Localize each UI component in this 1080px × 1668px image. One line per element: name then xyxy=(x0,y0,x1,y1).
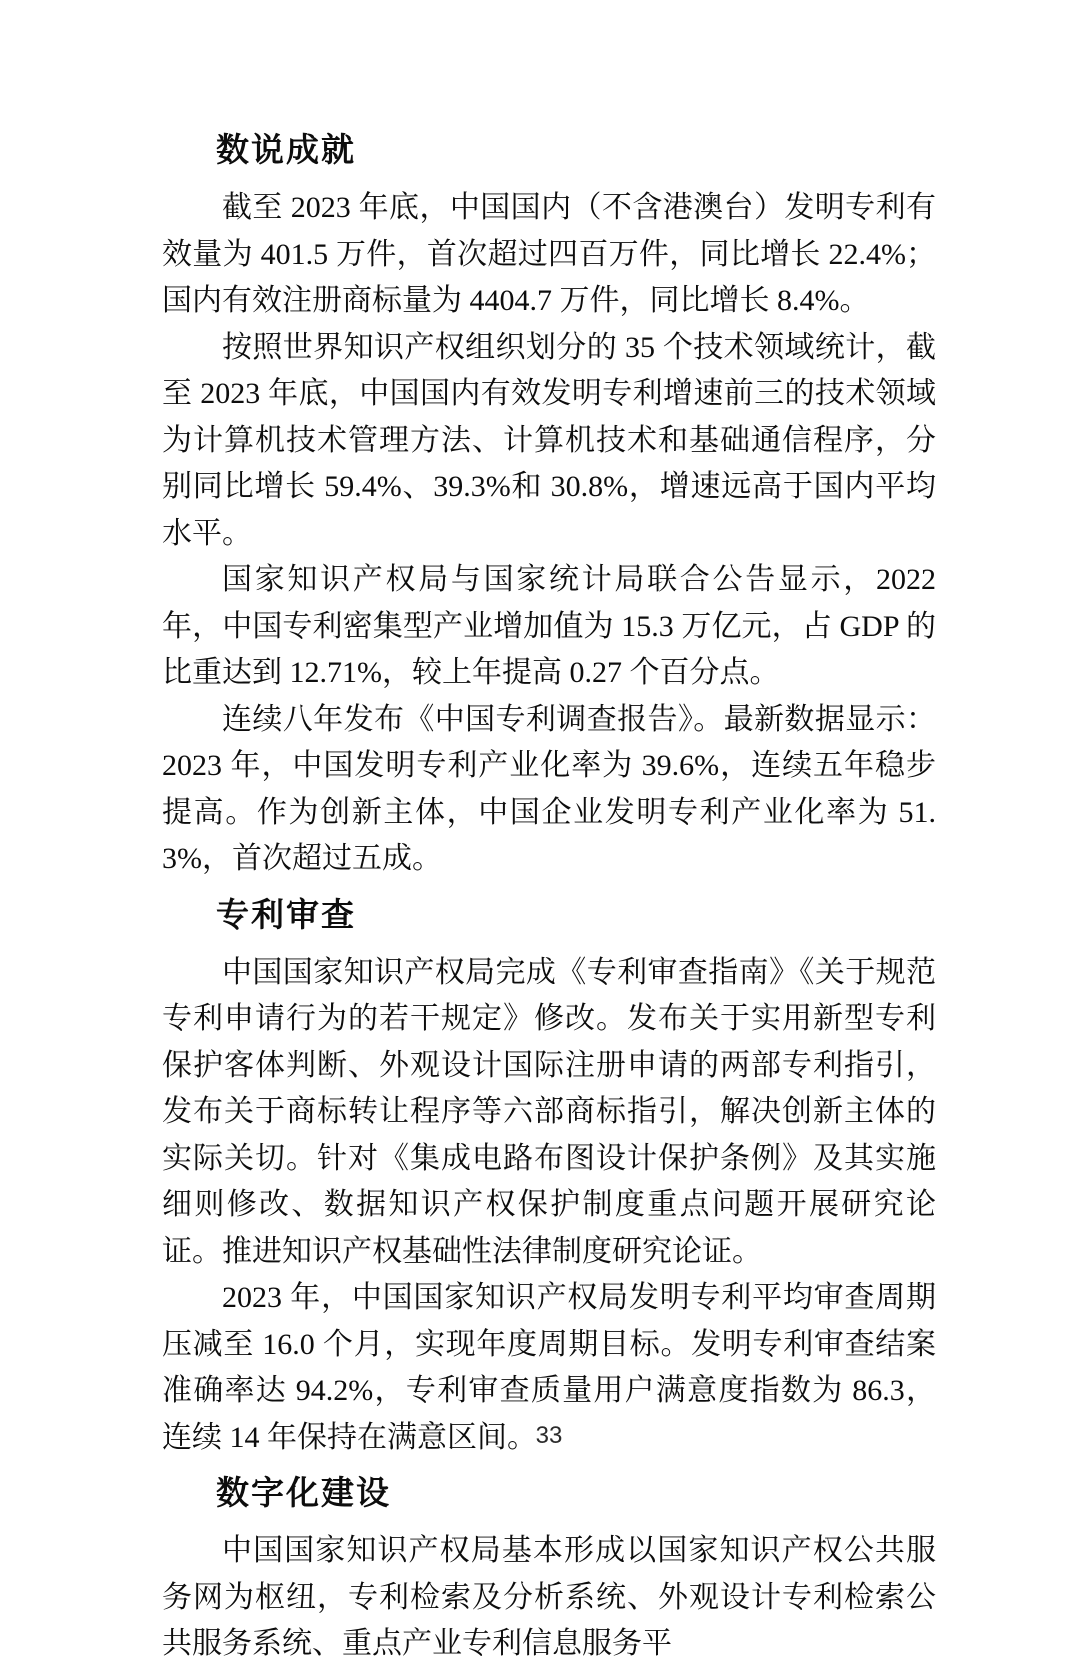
paragraph: 中国国家知识产权局基本形成以国家知识产权公共服务网为枢纽，专利检索及分析系统、外观设计专利检索公共服务系统、重点产业专利信息服务平 xyxy=(162,1534,936,1660)
section-heading-achievements-in-numbers: 数说成就 xyxy=(216,133,356,169)
section-heading-patent-examination: 专利审查 xyxy=(216,897,356,934)
section-heading-digital-construction: 数字化建设 xyxy=(216,1476,391,1512)
paragraph: 国家知识产权局与国家统计局联合公告显示，2022 年，中国专利密集型产业增加值为 15.3 万亿元，占 GDP 的比重达到 12.71%，较上年提高 0.27 个百分点。 xyxy=(162,563,936,689)
paragraph: 2023 年，中国国家知识产权局发明专利平均审查周期压减至 16.0 个月，实现年度周期目标。发明专利审查结案准确率达 94.2%，专利审查质量用户满意度指数为 86.3，连续 14 年保持在满意区间。 xyxy=(162,1281,936,1454)
page-number: 33 xyxy=(535,1422,563,1449)
paragraph: 中国国家知识产权局完成《专利审查指南》《关于规范专利申请行为的若干规定》修改。发布关于实用新型专利保护客体判断、外观设计国际注册申请的两部专利指引，发布关于商标转让程序等六部商标指引，解决创新主体的实际关切。针对《集成电路布图设计保护条例》及其实施细则修改、数据知识产权保护制度重点问题开展研究论证。推进知识产权基础性法律制度研究论证。 xyxy=(162,955,936,1268)
paragraph: 截至 2023 年底，中国国内（不含港澳台）发明专利有效量为 401.5 万件，首次超过四百万件，同比增长 22.4%；国内有效注册商标量为 4404.7 万件，同比增长 8.4%。 xyxy=(162,191,936,317)
paragraph: 连续八年发布《中国专利调查报告》。最新数据显示：2023 年，中国发明专利产业化率为 39.6%，连续五年稳步提高。作为创新主体，中国企业发明专利产业化率为 51.3%，首次超过五成。 xyxy=(162,702,936,875)
paragraph: 按照世界知识产权组织划分的 35 个技术领域统计，截至 2023 年底，中国国内有效发明专利增速前三的技术领域为计算机技术管理方法、计算机技术和基础通信程序，分别同比增长 59.4%、39.3%和 30.8%，增速远高于国内平均水平。 xyxy=(162,330,936,550)
